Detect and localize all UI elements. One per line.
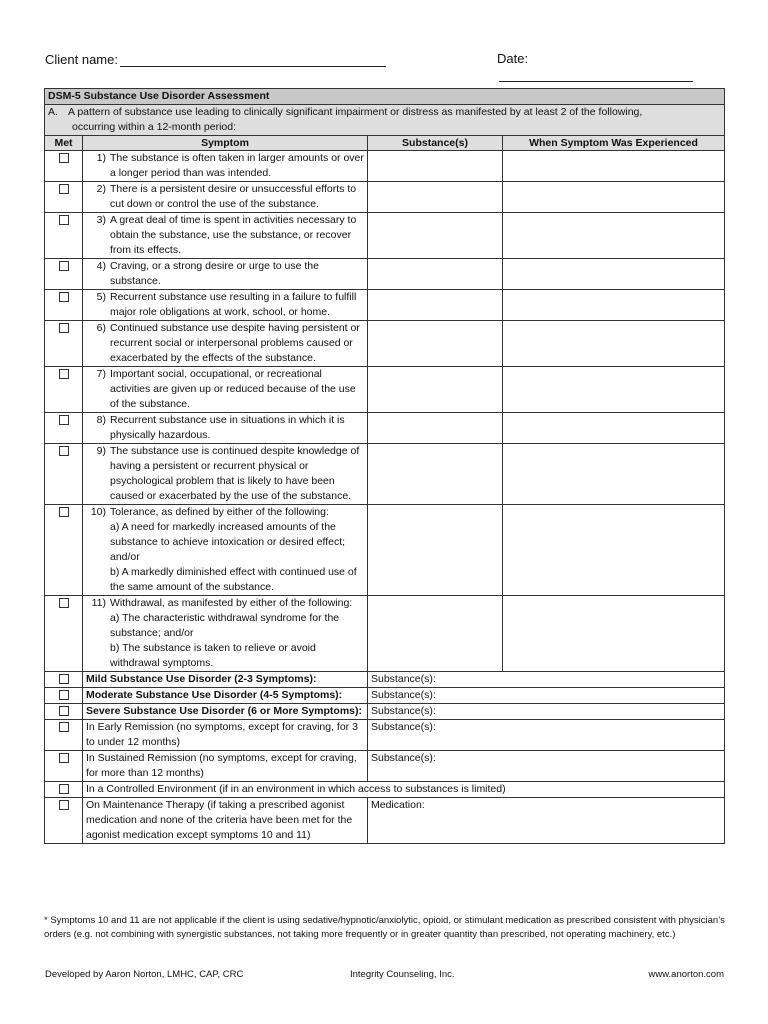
table-title: DSM-5 Substance Use Disorder Assessment bbox=[45, 89, 725, 105]
specifier-row-early-remission bbox=[45, 720, 725, 751]
when-cell[interactable] bbox=[503, 444, 725, 505]
footer-site: www.anorton.com bbox=[648, 969, 724, 980]
symptom-text: Continued substance use despite having persistent or recurrent social or interpersonal problems caused or exacerbated by the effects of the substance. bbox=[110, 322, 360, 364]
symptom-sub-a: a) The characteristic withdrawal syndrome for the substance; and/or bbox=[110, 612, 340, 639]
specifier-label: In a Controlled Environment (if in an environment in which access to substances is limited) bbox=[83, 782, 725, 798]
symptom-number: 1) bbox=[96, 152, 106, 164]
met-checkbox[interactable] bbox=[59, 215, 69, 225]
symptom-text: Craving, or a strong desire or urge to use the substance. bbox=[110, 260, 319, 287]
client-name-label: Client name: bbox=[45, 52, 118, 67]
symptom-number: 4) bbox=[96, 260, 106, 272]
specifier-row-sustained-remission bbox=[45, 751, 725, 782]
date-field bbox=[497, 51, 723, 82]
substance-cell[interactable] bbox=[368, 505, 503, 596]
footnote: * Symptoms 10 and 11 are not applicable if the client is using sedative/hypnotic/anxiolytic, opioid, or stimulant medication as prescribed consistent with physician’s orders (e.g. not combining with synergistic substances, not taking more frequently or in greater quantity than prescribed, not operating machinery, etc.) bbox=[44, 915, 725, 940]
severity-label: Moderate Substance Use Disorder (4-5 Symptoms): bbox=[83, 688, 368, 704]
symptom-text: Important social, occupational, or recreational activities are given up or reduced because of the use of the substance. bbox=[110, 368, 356, 410]
symptom-number: 10) bbox=[90, 506, 106, 518]
when-cell[interactable] bbox=[503, 213, 725, 259]
symptom-text: A great deal of time is spent in activities necessary to obtain the substance, use the substance, or recover from its effects. bbox=[110, 214, 357, 256]
symptom-row-6 bbox=[45, 321, 725, 367]
severity-substance-field[interactable]: Substance(s): bbox=[368, 672, 725, 688]
criterion-a-row bbox=[45, 105, 725, 136]
when-cell[interactable] bbox=[503, 151, 725, 182]
specifier-label: In Early Remission (no symptoms, except for craving, for 3 to under 12 months) bbox=[83, 720, 368, 751]
when-cell[interactable] bbox=[503, 321, 725, 367]
table-title-row bbox=[45, 89, 725, 105]
symptom-row-3 bbox=[45, 213, 725, 259]
symptom-text: Tolerance, as defined by either of the following: bbox=[110, 506, 329, 518]
substance-cell[interactable] bbox=[368, 259, 503, 290]
symptom-row-9 bbox=[45, 444, 725, 505]
column-when: When Symptom Was Experienced bbox=[503, 136, 725, 151]
symptom-row-2 bbox=[45, 182, 725, 213]
met-checkbox[interactable] bbox=[59, 261, 69, 271]
column-substances: Substance(s) bbox=[368, 136, 503, 151]
met-checkbox[interactable] bbox=[59, 292, 69, 302]
symptom-row-7 bbox=[45, 367, 725, 413]
specifier-label: On Maintenance Therapy (if taking a prescribed agonist medication and none of the criteria have been met for the agonist medication except symptoms 10 and 11) bbox=[83, 798, 368, 844]
symptom-sub-a: a) A need for markedly increased amounts of the substance to achieve intoxication or desired effect; and/or bbox=[110, 521, 346, 563]
met-checkbox[interactable] bbox=[59, 369, 69, 379]
symptom-text: There is a persistent desire or unsuccessful efforts to cut down or control the use of the substance. bbox=[110, 183, 357, 210]
symptom-number: 8) bbox=[96, 414, 106, 426]
specifier-checkbox[interactable] bbox=[59, 800, 69, 810]
met-checkbox[interactable] bbox=[59, 415, 69, 425]
client-name-line[interactable] bbox=[120, 51, 386, 67]
form-header bbox=[45, 51, 723, 71]
severity-substance-field[interactable]: Substance(s): bbox=[368, 704, 725, 720]
severity-row-severe bbox=[45, 704, 725, 720]
severity-row-mild bbox=[45, 672, 725, 688]
when-cell[interactable] bbox=[503, 505, 725, 596]
when-cell[interactable] bbox=[503, 596, 725, 672]
symptom-number: 3) bbox=[96, 214, 106, 226]
specifier-checkbox[interactable] bbox=[59, 784, 69, 794]
medication-field[interactable]: Medication: bbox=[368, 798, 725, 844]
substance-cell[interactable] bbox=[368, 413, 503, 444]
date-label: Date: bbox=[497, 51, 529, 66]
column-symptom: Symptom bbox=[83, 136, 368, 151]
substance-cell[interactable] bbox=[368, 151, 503, 182]
substance-cell[interactable] bbox=[368, 213, 503, 259]
symptom-row-1 bbox=[45, 151, 725, 182]
symptom-number: 9) bbox=[96, 445, 106, 457]
specifier-checkbox[interactable] bbox=[59, 722, 69, 732]
specifier-row-maintenance-therapy bbox=[45, 798, 725, 844]
symptom-text: Recurrent substance use in situations in which it is physically hazardous. bbox=[110, 414, 345, 441]
specifier-checkbox[interactable] bbox=[59, 753, 69, 763]
severity-row-moderate bbox=[45, 688, 725, 704]
symptom-number: 7) bbox=[96, 368, 106, 380]
specifier-label: In Sustained Remission (no symptoms, except for craving, for more than 12 months) bbox=[83, 751, 368, 782]
column-header-row bbox=[45, 136, 725, 151]
met-checkbox[interactable] bbox=[59, 446, 69, 456]
met-checkbox[interactable] bbox=[59, 184, 69, 194]
symptom-sub-b: b) The substance is taken to relieve or avoid withdrawal symptoms. bbox=[110, 642, 316, 669]
severity-label: Severe Substance Use Disorder (6 or More Symptoms): bbox=[83, 704, 368, 720]
symptom-row-5 bbox=[45, 290, 725, 321]
symptom-sub-b: b) A markedly diminished effect with continued use of the same amount of the substance. bbox=[110, 566, 357, 593]
symptom-row-8 bbox=[45, 413, 725, 444]
column-met: Met bbox=[45, 136, 83, 151]
when-cell[interactable] bbox=[503, 182, 725, 213]
severity-checkbox[interactable] bbox=[59, 706, 69, 716]
substance-cell[interactable] bbox=[368, 444, 503, 505]
substance-cell[interactable] bbox=[368, 290, 503, 321]
met-checkbox[interactable] bbox=[59, 507, 69, 517]
severity-checkbox[interactable] bbox=[59, 690, 69, 700]
met-checkbox[interactable] bbox=[59, 598, 69, 608]
met-checkbox[interactable] bbox=[59, 323, 69, 333]
criterion-text-line1: A pattern of substance use leading to clinically significant impairment or distress as manifested by at least 2 of the following, bbox=[68, 106, 643, 118]
when-cell[interactable] bbox=[503, 290, 725, 321]
when-cell[interactable] bbox=[503, 413, 725, 444]
substance-cell[interactable] bbox=[368, 596, 503, 672]
when-cell[interactable] bbox=[503, 367, 725, 413]
severity-checkbox[interactable] bbox=[59, 674, 69, 684]
assessment-table bbox=[44, 88, 725, 844]
footer-org: Integrity Counseling, Inc. bbox=[350, 969, 455, 980]
met-checkbox[interactable] bbox=[59, 153, 69, 163]
symptom-text: The substance use is continued despite knowledge of having a persistent or recurrent physical or psychological problem that is likely to have been caused or exacerbated by the use of the substance. bbox=[110, 445, 360, 502]
symptom-number: 6) bbox=[96, 322, 106, 334]
symptom-number: 5) bbox=[96, 291, 106, 303]
criterion-text-line2: occurring within a 12-month period: bbox=[72, 121, 237, 133]
symptom-number: 11) bbox=[91, 597, 106, 609]
symptom-row-10 bbox=[45, 505, 725, 596]
date-line[interactable] bbox=[499, 66, 693, 82]
severity-label: Mild Substance Use Disorder (2-3 Symptoms): bbox=[83, 672, 368, 688]
symptom-row-11 bbox=[45, 596, 725, 672]
when-cell[interactable] bbox=[503, 259, 725, 290]
substance-cell[interactable] bbox=[368, 367, 503, 413]
footer-author: Developed by Aaron Norton, LMHC, CAP, CRC bbox=[45, 969, 244, 980]
specifier-row-controlled-environment bbox=[45, 782, 725, 798]
criterion-letter: A. bbox=[48, 106, 58, 118]
symptom-number: 2) bbox=[96, 183, 106, 195]
substance-cell[interactable] bbox=[368, 321, 503, 367]
symptom-text: Recurrent substance use resulting in a failure to fulfill major role obligations at work, school, or home. bbox=[110, 291, 357, 318]
severity-substance-field[interactable]: Substance(s): bbox=[368, 688, 725, 704]
symptom-text: Withdrawal, as manifested by either of the following: bbox=[110, 597, 353, 609]
symptom-text: The substance is often taken in larger amounts or over a longer period than was intended. bbox=[110, 152, 364, 179]
symptom-row-4 bbox=[45, 259, 725, 290]
specifier-substance-field[interactable]: Substance(s): bbox=[368, 720, 725, 751]
specifier-substance-field[interactable]: Substance(s): bbox=[368, 751, 725, 782]
substance-cell[interactable] bbox=[368, 182, 503, 213]
client-name-field bbox=[45, 51, 386, 67]
